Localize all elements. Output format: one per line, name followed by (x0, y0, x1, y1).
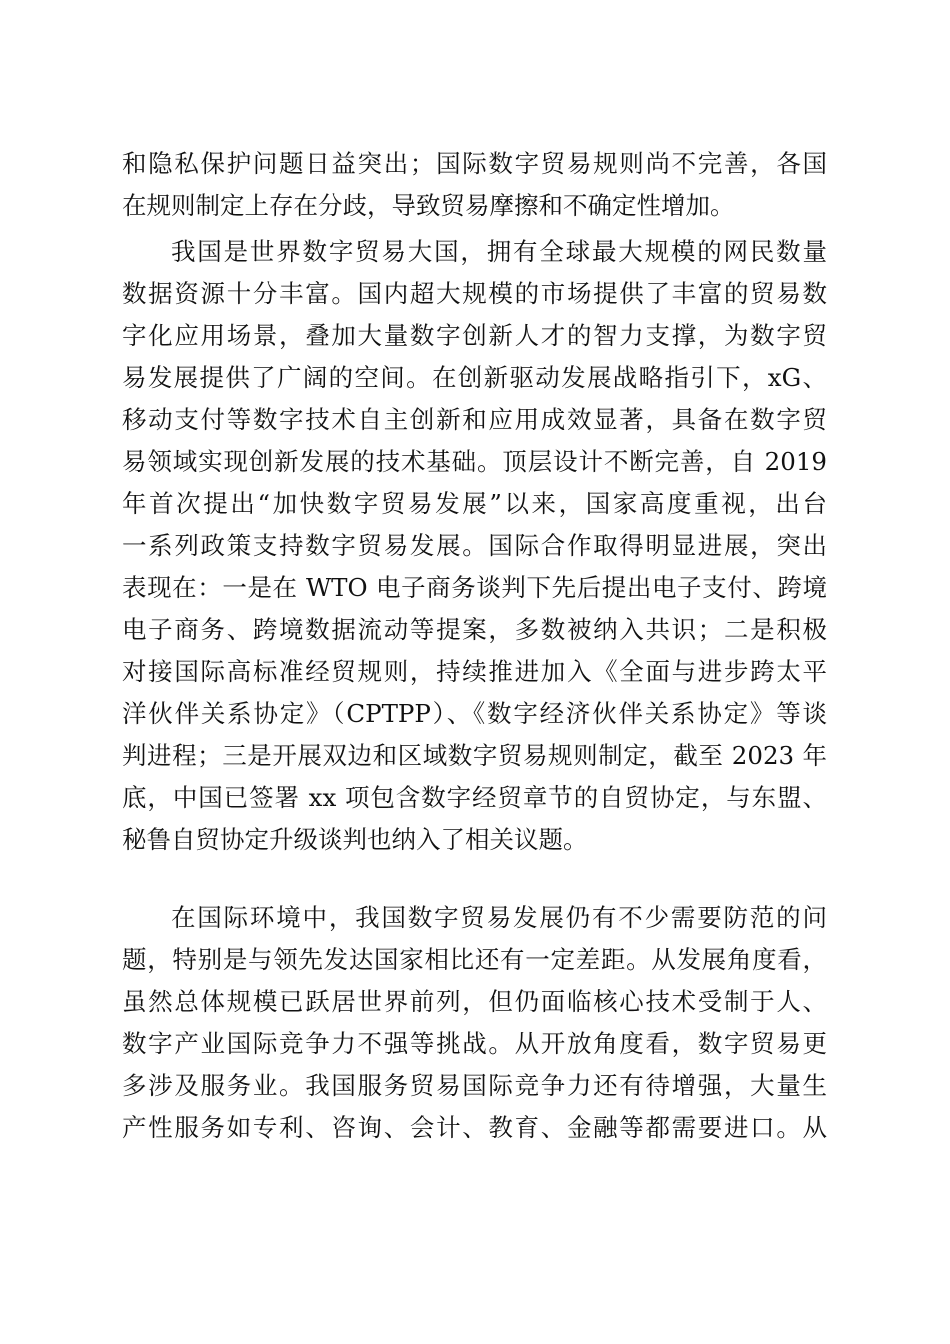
text-line: 秘鲁自贸协定升级谈判也纳入了相关议题。 (122, 825, 588, 854)
text-line: 数字产业国际竞争力不强等挑战。从开放角度看，数字贸易更 (122, 1029, 827, 1058)
paragraph-1 (122, 143, 827, 227)
text-line: 虽然总体规模已跃居世界前列，但仍面临核心技术受制于人、 (122, 987, 827, 1016)
text-line: 判进程；三是开展双边和区域数字贸易规则制定，截至 2023 年 (122, 741, 827, 770)
text-line: 表现在：一是在 WTO 电子商务谈判下先后提出电子支付、跨境 (122, 573, 827, 602)
text-line: 底，中国已签署 xx 项包含数字经贸章节的自贸协定，与东盟、 (122, 783, 827, 812)
paragraph-3 (122, 897, 827, 1149)
text-line: 洋伙伴关系协定》（CPTPP）、《数字经济伙伴关系协定》等谈 (122, 699, 827, 728)
text-line: 产性服务如专利、咨询、会计、教育、金融等都需要进口。从 (122, 1113, 827, 1142)
text-line: 在规则制定上存在分歧，导致贸易摩擦和不确定性增加。 (122, 191, 735, 220)
text-line: 移动支付等数字技术自主创新和应用成效显著，具备在数字贸 (122, 405, 827, 434)
text-line: 我国是世界数字贸易大国，拥有全球最大规模的网民数量 (171, 237, 827, 266)
text-line: 字化应用场景，叠加大量数字创新人才的智力支撑，为数字贸 (122, 321, 827, 350)
text-line: 电子商务、跨境数据流动等提案，多数被纳入共识；二是积极 (122, 615, 827, 644)
text-line: 多涉及服务业。我国服务贸易国际竞争力还有待增强，大量生 (122, 1071, 827, 1100)
text-line: 年首次提出“加快数字贸易发展”以来，国家高度重视，出台 (122, 489, 827, 518)
text-line: 对接国际高标准经贸规则，持续推进加入《全面与进步跨太平 (122, 657, 827, 686)
text-line: 易领域实现创新发展的技术基础。顶层设计不断完善，自 2019 (122, 447, 827, 476)
text-line: 一系列政策支持数字贸易发展。国际合作取得明显进展，突出 (122, 531, 827, 560)
text-line: 易发展提供了广阔的空间。在创新驱动发展战略指引下，xG、 (122, 363, 827, 392)
text-line: 和隐私保护问题日益突出；国际数字贸易规则尚不完善，各国 (122, 149, 827, 178)
paragraph-2 (122, 231, 827, 861)
text-line: 题，特别是与领先发达国家相比还有一定差距。从发展角度看， (122, 945, 827, 974)
text-line: 在国际环境中，我国数字贸易发展仍有不少需要防范的问 (171, 903, 827, 932)
text-line: 数据资源十分丰富。国内超大规模的市场提供了丰富的贸易数 (122, 279, 827, 308)
